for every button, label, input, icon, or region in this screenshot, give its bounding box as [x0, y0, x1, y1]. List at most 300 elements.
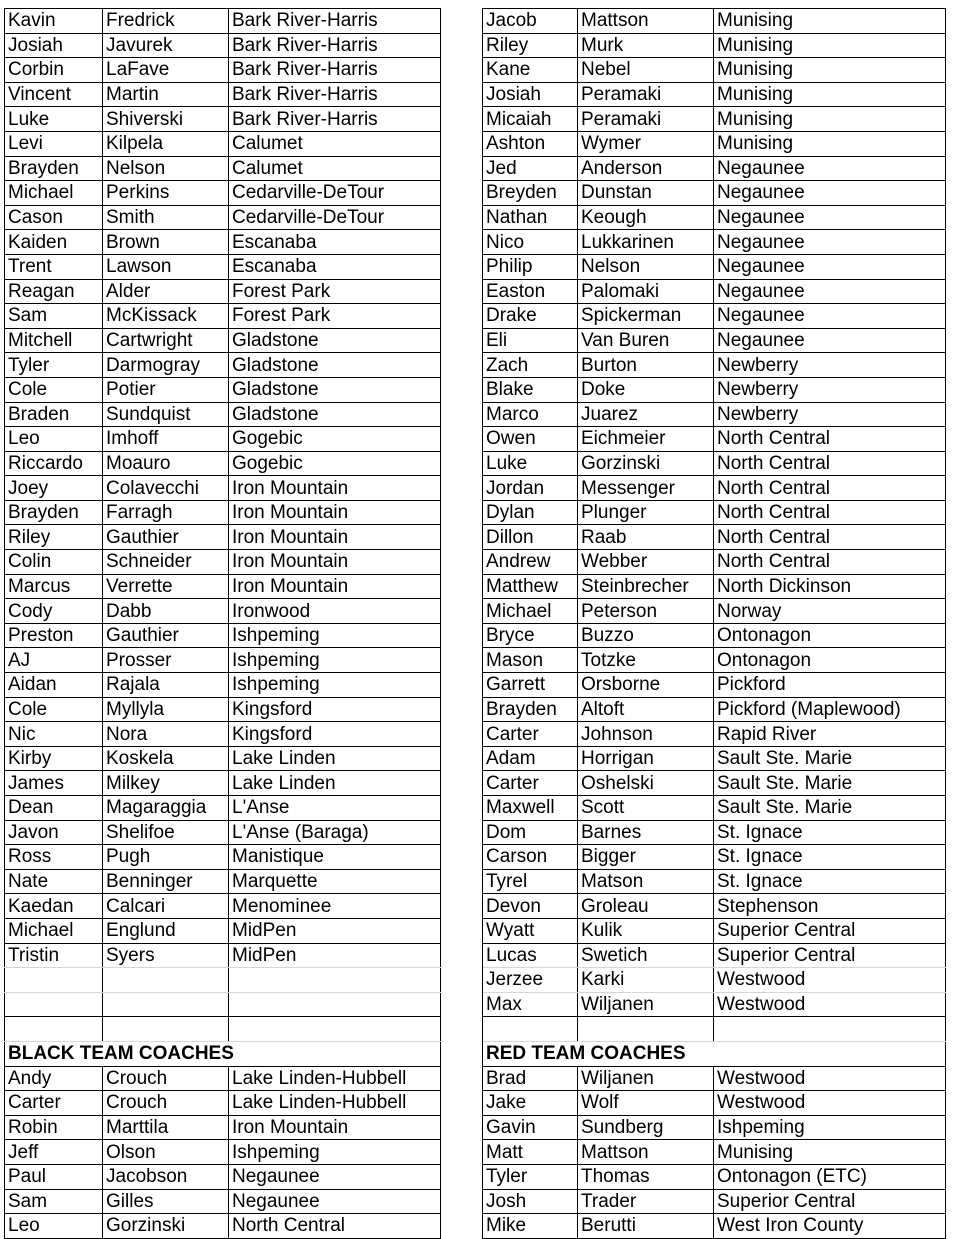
- left-last-name-cell: Alder: [103, 279, 229, 304]
- right-school-cell: Pickford: [714, 673, 946, 698]
- right-first-name-cell: Brayden: [483, 697, 578, 722]
- column-gap: [441, 377, 483, 402]
- left-first-name-cell: Riccardo: [5, 451, 103, 476]
- left-school-cell: Lake Linden: [229, 771, 441, 796]
- column-gap: [441, 845, 483, 870]
- left-last-name-cell: Gauthier: [103, 623, 229, 648]
- left-last-name-cell: Magaraggia: [103, 796, 229, 821]
- right-first-name-cell: Philip: [483, 254, 578, 279]
- right-school-cell: Superior Central: [714, 943, 946, 968]
- coaches-header-row: [5, 1041, 946, 1066]
- empty-cell: [103, 1017, 229, 1042]
- column-gap: [441, 1041, 483, 1066]
- right-last-name-cell: Gorzinski: [578, 451, 714, 476]
- left-first-name-cell: Sam: [5, 1189, 103, 1214]
- right-first-name-cell: Micaiah: [483, 107, 578, 132]
- right-school-cell: Westwood: [714, 968, 946, 993]
- player-row: [5, 599, 946, 624]
- right-last-name-cell: Peterson: [578, 599, 714, 624]
- right-first-name-cell: Carson: [483, 845, 578, 870]
- left-last-name-cell: Shiverski: [103, 107, 229, 132]
- right-last-name-cell: Wolf: [578, 1091, 714, 1116]
- left-school-cell: L'Anse: [229, 796, 441, 821]
- player-row: [5, 156, 946, 181]
- left-school-cell: Negaunee: [229, 1164, 441, 1189]
- left-first-name-cell: Nic: [5, 722, 103, 747]
- coach-row: [5, 1066, 946, 1091]
- column-gap: [441, 476, 483, 501]
- empty-cell: [5, 1017, 103, 1042]
- left-first-name-cell: Braden: [5, 402, 103, 427]
- right-first-name-cell: Josiah: [483, 82, 578, 107]
- right-first-name-cell: Nico: [483, 230, 578, 255]
- left-school-cell: MidPen: [229, 918, 441, 943]
- red-team-coaches-heading: RED TEAM COACHES: [483, 1041, 946, 1066]
- column-gap: [441, 205, 483, 230]
- right-school-cell: North Central: [714, 427, 946, 452]
- column-gap: [441, 796, 483, 821]
- column-gap: [441, 771, 483, 796]
- left-last-name-cell: Farragh: [103, 500, 229, 525]
- right-first-name-cell: Jed: [483, 156, 578, 181]
- left-school-cell: Negaunee: [229, 1189, 441, 1214]
- right-last-name-cell: Berutti: [578, 1214, 714, 1239]
- left-school-cell: Gladstone: [229, 328, 441, 353]
- left-first-name-cell: Cole: [5, 377, 103, 402]
- left-first-name-cell: Michael: [5, 181, 103, 206]
- player-row: [5, 943, 946, 968]
- left-school-cell: Gogebic: [229, 451, 441, 476]
- right-last-name-cell: Murk: [578, 33, 714, 58]
- right-last-name-cell: Matson: [578, 869, 714, 894]
- coach-row: [5, 1115, 946, 1140]
- left-last-name-cell: Gorzinski: [103, 1214, 229, 1239]
- right-school-cell: Munising: [714, 58, 946, 83]
- right-first-name-cell: Wyatt: [483, 918, 578, 943]
- right-first-name-cell: Tyler: [483, 1164, 578, 1189]
- spacer-row: [5, 1017, 946, 1042]
- left-last-name-cell: Koskela: [103, 746, 229, 771]
- left-last-name-cell: Crouch: [103, 1066, 229, 1091]
- right-school-cell: St. Ignace: [714, 869, 946, 894]
- right-last-name-cell: Orsborne: [578, 673, 714, 698]
- right-school-cell: Westwood: [714, 1066, 946, 1091]
- column-gap: [441, 746, 483, 771]
- left-last-name-cell: Englund: [103, 918, 229, 943]
- left-first-name-cell: Josiah: [5, 33, 103, 58]
- right-last-name-cell: Wymer: [578, 131, 714, 156]
- right-school-cell: Westwood: [714, 1091, 946, 1116]
- left-school-cell: Ishpeming: [229, 623, 441, 648]
- left-last-name-cell: Marttila: [103, 1115, 229, 1140]
- left-school-cell: Iron Mountain: [229, 525, 441, 550]
- right-school-cell: North Central: [714, 476, 946, 501]
- column-gap: [441, 304, 483, 329]
- player-row: [5, 500, 946, 525]
- left-first-name-cell: AJ: [5, 648, 103, 673]
- column-gap: [441, 33, 483, 58]
- player-row: [5, 820, 946, 845]
- left-school-cell: Lake Linden-Hubbell: [229, 1091, 441, 1116]
- right-last-name-cell: Buzzo: [578, 623, 714, 648]
- player-row: [5, 254, 946, 279]
- column-gap: [441, 156, 483, 181]
- coach-row: [5, 1214, 946, 1239]
- column-gap: [441, 894, 483, 919]
- right-last-name-cell: Groleau: [578, 894, 714, 919]
- left-last-name-cell: Perkins: [103, 181, 229, 206]
- right-school-cell: North Central: [714, 451, 946, 476]
- column-gap: [441, 451, 483, 476]
- right-school-cell: Sault Ste. Marie: [714, 771, 946, 796]
- right-last-name-cell: Johnson: [578, 722, 714, 747]
- right-first-name-cell: Devon: [483, 894, 578, 919]
- left-last-name-cell: Syers: [103, 943, 229, 968]
- column-gap: [441, 968, 483, 993]
- left-last-name-cell: Kilpela: [103, 131, 229, 156]
- left-school-cell: Bark River-Harris: [229, 33, 441, 58]
- right-school-cell: Rapid River: [714, 722, 946, 747]
- right-first-name-cell: Carter: [483, 771, 578, 796]
- left-first-name-cell: Cole: [5, 697, 103, 722]
- right-first-name-cell: Eli: [483, 328, 578, 353]
- roster-body: [5, 9, 946, 1239]
- right-last-name-cell: Scott: [578, 796, 714, 821]
- column-gap: [441, 328, 483, 353]
- left-school-cell: Ishpeming: [229, 673, 441, 698]
- left-last-name-cell: Crouch: [103, 1091, 229, 1116]
- left-school-cell: Iron Mountain: [229, 574, 441, 599]
- left-first-name-cell: [5, 992, 103, 1017]
- column-gap: [441, 131, 483, 156]
- left-last-name-cell: Calcari: [103, 894, 229, 919]
- left-last-name-cell: [103, 992, 229, 1017]
- right-last-name-cell: Webber: [578, 550, 714, 575]
- left-last-name-cell: Rajala: [103, 673, 229, 698]
- left-last-name-cell: Dabb: [103, 599, 229, 624]
- right-first-name-cell: Matthew: [483, 574, 578, 599]
- right-last-name-cell: Messenger: [578, 476, 714, 501]
- right-school-cell: North Central: [714, 500, 946, 525]
- column-gap: [441, 525, 483, 550]
- player-row: [5, 279, 946, 304]
- right-first-name-cell: Adam: [483, 746, 578, 771]
- left-school-cell: Forest Park: [229, 279, 441, 304]
- left-school-cell: Iron Mountain: [229, 476, 441, 501]
- right-school-cell: Superior Central: [714, 918, 946, 943]
- column-gap: [441, 1164, 483, 1189]
- right-school-cell: Newberry: [714, 353, 946, 378]
- left-first-name-cell: Colin: [5, 550, 103, 575]
- left-first-name-cell: Corbin: [5, 58, 103, 83]
- left-school-cell: Cedarville-DeTour: [229, 181, 441, 206]
- left-school-cell: [229, 968, 441, 993]
- column-gap: [441, 673, 483, 698]
- player-row: [5, 574, 946, 599]
- right-last-name-cell: Burton: [578, 353, 714, 378]
- player-row: [5, 82, 946, 107]
- player-row: [5, 968, 946, 993]
- coach-row: [5, 1189, 946, 1214]
- left-first-name-cell: Leo: [5, 427, 103, 452]
- column-gap: [441, 992, 483, 1017]
- right-first-name-cell: Riley: [483, 33, 578, 58]
- left-first-name-cell: Brayden: [5, 156, 103, 181]
- left-first-name-cell: Cason: [5, 205, 103, 230]
- left-first-name-cell: Robin: [5, 1115, 103, 1140]
- right-first-name-cell: Garrett: [483, 673, 578, 698]
- left-school-cell: Kingsford: [229, 722, 441, 747]
- player-row: [5, 9, 946, 34]
- left-first-name-cell: Tyler: [5, 353, 103, 378]
- left-first-name-cell: Trent: [5, 254, 103, 279]
- right-first-name-cell: Matt: [483, 1140, 578, 1165]
- player-row: [5, 746, 946, 771]
- column-gap: [441, 353, 483, 378]
- left-first-name-cell: Nate: [5, 869, 103, 894]
- right-first-name-cell: Nathan: [483, 205, 578, 230]
- right-last-name-cell: Mattson: [578, 9, 714, 34]
- right-school-cell: Superior Central: [714, 1189, 946, 1214]
- player-row: [5, 525, 946, 550]
- column-gap: [441, 1115, 483, 1140]
- left-school-cell: L'Anse (Baraga): [229, 820, 441, 845]
- column-gap: [441, 254, 483, 279]
- left-first-name-cell: Andy: [5, 1066, 103, 1091]
- column-gap: [441, 869, 483, 894]
- column-gap: [441, 697, 483, 722]
- right-school-cell: Negaunee: [714, 156, 946, 181]
- right-last-name-cell: Peramaki: [578, 107, 714, 132]
- player-row: [5, 402, 946, 427]
- left-first-name-cell: Jeff: [5, 1140, 103, 1165]
- right-first-name-cell: Ashton: [483, 131, 578, 156]
- player-row: [5, 451, 946, 476]
- column-gap: [441, 107, 483, 132]
- left-last-name-cell: Javurek: [103, 33, 229, 58]
- column-gap: [441, 279, 483, 304]
- right-school-cell: Munising: [714, 107, 946, 132]
- right-first-name-cell: Gavin: [483, 1115, 578, 1140]
- player-row: [5, 304, 946, 329]
- left-first-name-cell: Aidan: [5, 673, 103, 698]
- left-first-name-cell: Javon: [5, 820, 103, 845]
- right-school-cell: Ontonagon: [714, 648, 946, 673]
- left-school-cell: Bark River-Harris: [229, 82, 441, 107]
- column-gap: [441, 1189, 483, 1214]
- right-first-name-cell: Bryce: [483, 623, 578, 648]
- right-last-name-cell: Oshelski: [578, 771, 714, 796]
- left-last-name-cell: Prosser: [103, 648, 229, 673]
- left-school-cell: Manistique: [229, 845, 441, 870]
- right-first-name-cell: Owen: [483, 427, 578, 452]
- right-last-name-cell: Nelson: [578, 254, 714, 279]
- left-school-cell: Ishpeming: [229, 648, 441, 673]
- right-school-cell: Westwood: [714, 992, 946, 1017]
- column-gap: [441, 1066, 483, 1091]
- right-last-name-cell: Wiljanen: [578, 1066, 714, 1091]
- left-school-cell: Ishpeming: [229, 1140, 441, 1165]
- left-first-name-cell: Vincent: [5, 82, 103, 107]
- right-first-name-cell: Michael: [483, 599, 578, 624]
- empty-cell: [483, 1017, 578, 1042]
- left-last-name-cell: Imhoff: [103, 427, 229, 452]
- left-last-name-cell: Schneider: [103, 550, 229, 575]
- player-row: [5, 648, 946, 673]
- right-school-cell: Munising: [714, 33, 946, 58]
- left-last-name-cell: Jacobson: [103, 1164, 229, 1189]
- left-last-name-cell: Nelson: [103, 156, 229, 181]
- left-first-name-cell: Luke: [5, 107, 103, 132]
- right-last-name-cell: Peramaki: [578, 82, 714, 107]
- player-row: [5, 107, 946, 132]
- left-school-cell: Lake Linden-Hubbell: [229, 1066, 441, 1091]
- column-gap: [441, 1140, 483, 1165]
- right-school-cell: Ontonagon (ETC): [714, 1164, 946, 1189]
- left-first-name-cell: Tristin: [5, 943, 103, 968]
- right-last-name-cell: Raab: [578, 525, 714, 550]
- left-last-name-cell: Brown: [103, 230, 229, 255]
- left-last-name-cell: Benninger: [103, 869, 229, 894]
- player-row: [5, 722, 946, 747]
- right-school-cell: St. Ignace: [714, 820, 946, 845]
- left-first-name-cell: Marcus: [5, 574, 103, 599]
- left-school-cell: Gladstone: [229, 353, 441, 378]
- right-last-name-cell: Van Buren: [578, 328, 714, 353]
- left-school-cell: Forest Park: [229, 304, 441, 329]
- left-school-cell: Escanaba: [229, 254, 441, 279]
- player-row: [5, 869, 946, 894]
- right-last-name-cell: Eichmeier: [578, 427, 714, 452]
- left-school-cell: North Central: [229, 1214, 441, 1239]
- right-first-name-cell: Jake: [483, 1091, 578, 1116]
- right-last-name-cell: Kulik: [578, 918, 714, 943]
- left-school-cell: Ironwood: [229, 599, 441, 624]
- right-first-name-cell: Blake: [483, 377, 578, 402]
- right-last-name-cell: Steinbrecher: [578, 574, 714, 599]
- right-last-name-cell: Bigger: [578, 845, 714, 870]
- left-last-name-cell: Sundquist: [103, 402, 229, 427]
- left-first-name-cell: Leo: [5, 1214, 103, 1239]
- right-last-name-cell: Wiljanen: [578, 992, 714, 1017]
- left-last-name-cell: Gilles: [103, 1189, 229, 1214]
- empty-cell: [714, 1017, 946, 1042]
- left-first-name-cell: Kaiden: [5, 230, 103, 255]
- column-gap: [441, 1214, 483, 1239]
- right-first-name-cell: Dom: [483, 820, 578, 845]
- left-last-name-cell: Myllyla: [103, 697, 229, 722]
- right-last-name-cell: Spickerman: [578, 304, 714, 329]
- player-row: [5, 894, 946, 919]
- left-first-name-cell: Paul: [5, 1164, 103, 1189]
- left-school-cell: Iron Mountain: [229, 500, 441, 525]
- player-row: [5, 476, 946, 501]
- column-gap: [441, 230, 483, 255]
- right-last-name-cell: Juarez: [578, 402, 714, 427]
- left-last-name-cell: LaFave: [103, 58, 229, 83]
- column-gap: [441, 427, 483, 452]
- column-gap: [441, 82, 483, 107]
- right-school-cell: Newberry: [714, 402, 946, 427]
- right-first-name-cell: Easton: [483, 279, 578, 304]
- right-last-name-cell: Karki: [578, 968, 714, 993]
- right-last-name-cell: Mattson: [578, 1140, 714, 1165]
- left-school-cell: Iron Mountain: [229, 1115, 441, 1140]
- player-row: [5, 427, 946, 452]
- left-last-name-cell: Verrette: [103, 574, 229, 599]
- left-first-name-cell: Carter: [5, 1091, 103, 1116]
- right-first-name-cell: Josh: [483, 1189, 578, 1214]
- right-last-name-cell: Altoft: [578, 697, 714, 722]
- player-row: [5, 33, 946, 58]
- column-gap: [441, 943, 483, 968]
- right-school-cell: North Dickinson: [714, 574, 946, 599]
- left-first-name-cell: Reagan: [5, 279, 103, 304]
- left-first-name-cell: Michael: [5, 918, 103, 943]
- right-school-cell: Ontonagon: [714, 623, 946, 648]
- left-school-cell: Escanaba: [229, 230, 441, 255]
- player-row: [5, 131, 946, 156]
- left-school-cell: Menominee: [229, 894, 441, 919]
- right-school-cell: Negaunee: [714, 279, 946, 304]
- right-school-cell: North Central: [714, 550, 946, 575]
- left-school-cell: Bark River-Harris: [229, 107, 441, 132]
- right-first-name-cell: Lucas: [483, 943, 578, 968]
- right-school-cell: Norway: [714, 599, 946, 624]
- right-first-name-cell: Carter: [483, 722, 578, 747]
- left-first-name-cell: Levi: [5, 131, 103, 156]
- right-last-name-cell: Plunger: [578, 500, 714, 525]
- right-first-name-cell: Mike: [483, 1214, 578, 1239]
- right-school-cell: Negaunee: [714, 254, 946, 279]
- right-first-name-cell: Maxwell: [483, 796, 578, 821]
- right-school-cell: Sault Ste. Marie: [714, 796, 946, 821]
- right-school-cell: Newberry: [714, 377, 946, 402]
- right-first-name-cell: Jacob: [483, 9, 578, 34]
- empty-cell: [578, 1017, 714, 1042]
- right-school-cell: Negaunee: [714, 230, 946, 255]
- right-last-name-cell: Totzke: [578, 648, 714, 673]
- left-last-name-cell: Milkey: [103, 771, 229, 796]
- right-school-cell: Negaunee: [714, 205, 946, 230]
- column-gap: [441, 9, 483, 34]
- left-last-name-cell: Moauro: [103, 451, 229, 476]
- right-school-cell: Sault Ste. Marie: [714, 746, 946, 771]
- right-school-cell: St. Ignace: [714, 845, 946, 870]
- left-last-name-cell: Fredrick: [103, 9, 229, 34]
- column-gap: [441, 500, 483, 525]
- column-gap: [441, 181, 483, 206]
- column-gap: [441, 623, 483, 648]
- right-school-cell: Negaunee: [714, 181, 946, 206]
- coach-row: [5, 1091, 946, 1116]
- left-school-cell: Lake Linden: [229, 746, 441, 771]
- empty-cell: [229, 1017, 441, 1042]
- left-school-cell: Gladstone: [229, 402, 441, 427]
- player-row: [5, 918, 946, 943]
- right-school-cell: Negaunee: [714, 304, 946, 329]
- left-last-name-cell: Gauthier: [103, 525, 229, 550]
- right-first-name-cell: Breyden: [483, 181, 578, 206]
- player-row: [5, 181, 946, 206]
- right-first-name-cell: Dylan: [483, 500, 578, 525]
- left-school-cell: Bark River-Harris: [229, 58, 441, 83]
- column-gap: [441, 58, 483, 83]
- left-school-cell: Marquette: [229, 869, 441, 894]
- right-school-cell: Negaunee: [714, 328, 946, 353]
- left-school-cell: Gladstone: [229, 377, 441, 402]
- left-last-name-cell: Nora: [103, 722, 229, 747]
